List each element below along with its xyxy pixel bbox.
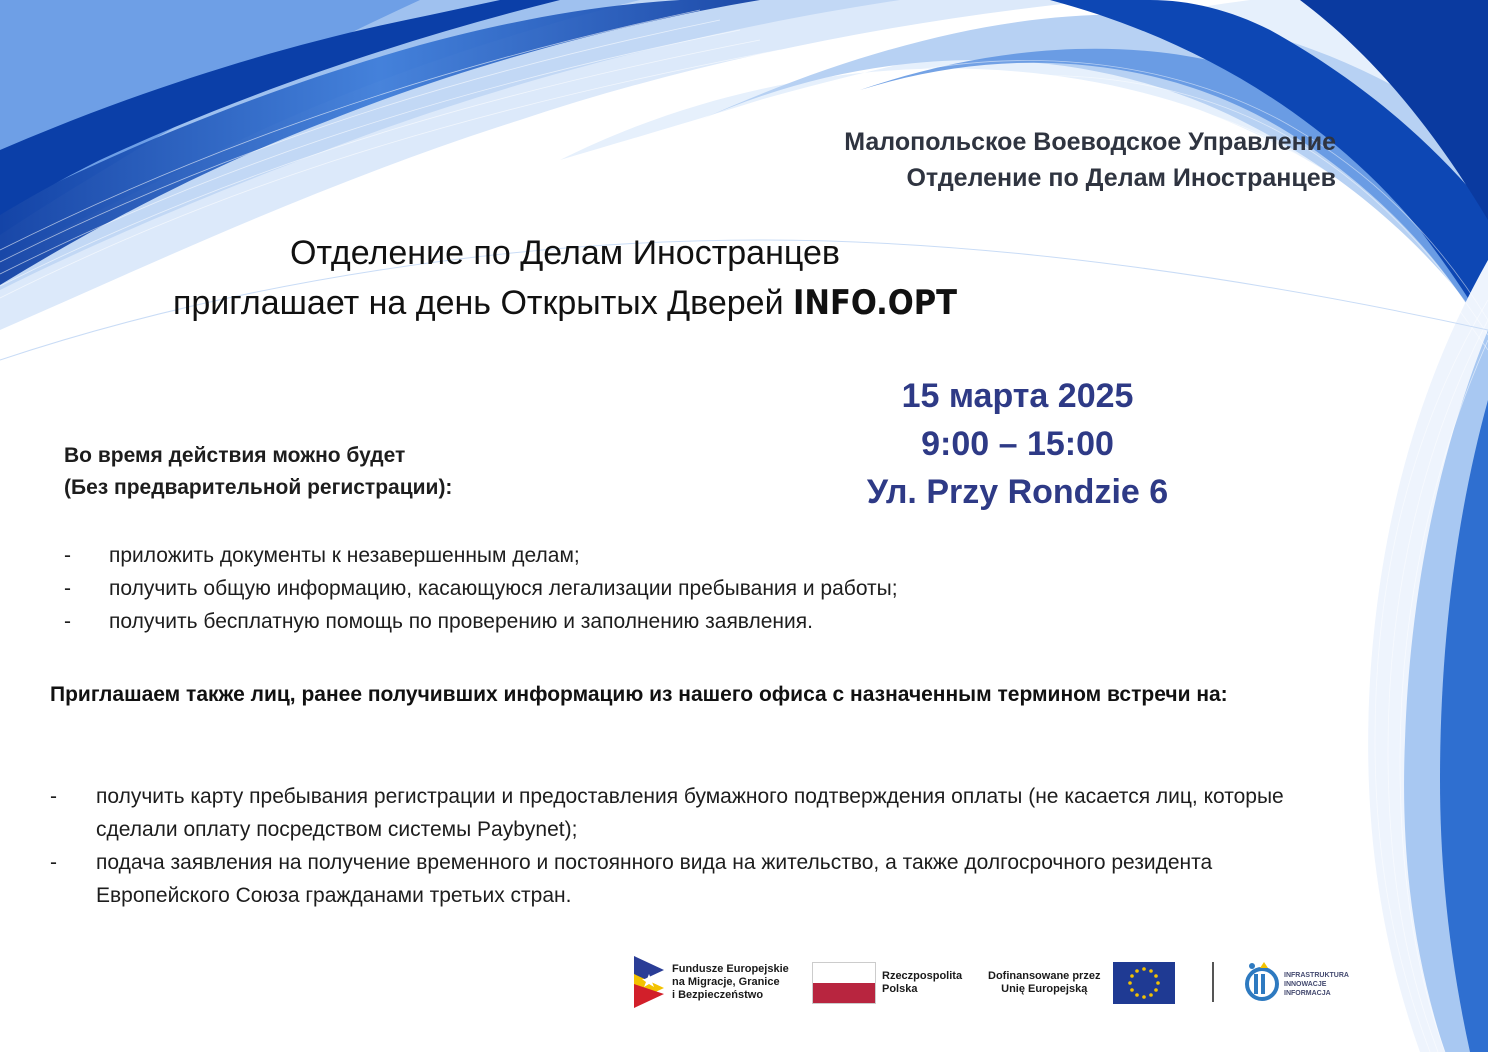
event-details xyxy=(840,372,1195,516)
eu-logo-line-2: Unię Europejską xyxy=(1001,983,1088,995)
funding-logos xyxy=(614,944,1364,1028)
poland-logo xyxy=(812,944,972,1028)
appointments-list xyxy=(50,780,1350,912)
funds-flag-icon xyxy=(634,956,664,1008)
funds-logo xyxy=(634,944,794,1028)
funds-logo-line-3: i Bezpieczeństwo xyxy=(672,989,764,1001)
services-list xyxy=(64,539,1164,638)
iii-logo xyxy=(1244,944,1354,1028)
list-item: - получить карту пребывания регистрации и предоставления бумажного подтверждения оплаты (не касается лиц, которые сделали оплату посредством системы Paybynet); xyxy=(50,785,1284,841)
iii-logo-line-3: INFORMACJA xyxy=(1284,990,1331,997)
iii-emblem-icon xyxy=(1244,960,1280,1004)
list-item: - приложить документы к незавершенным делам; xyxy=(64,544,580,567)
eu-flag-icon xyxy=(1113,962,1175,1004)
headline-brand: INFO.OPT xyxy=(793,283,958,323)
intro-line-2: (Без предварительной регистрации): xyxy=(64,476,453,499)
poland-logo-line-1: Rzeczpospolita xyxy=(882,970,963,982)
iii-logo-line-1: INFRASTRUKTURA xyxy=(1284,972,1349,979)
poland-logo-line-2: Polska xyxy=(882,983,918,995)
headline-line-2-text: приглашает на день Открытых Дверей xyxy=(172,284,784,322)
event-date: 15 марта 2025 xyxy=(901,377,1134,415)
invite-text: Приглашаем также лиц, ранее получивших информацию из нашего офиса с назначенным термином встречи на: xyxy=(50,683,1228,706)
headline-line-1: Отделение по Делам Иностранцев xyxy=(290,234,840,272)
headline xyxy=(100,228,1030,328)
eu-logo xyxy=(988,944,1198,1028)
funds-logo-line-2: na Migracje, Granice xyxy=(672,976,780,988)
funds-logo-line-1: Fundusze Europejskie xyxy=(672,963,789,975)
headline-line-2 xyxy=(100,278,1030,328)
iii-logo-line-2: INNOWACJE xyxy=(1284,981,1327,988)
list-item: - получить бесплатную помощь по проверению и заполнению заявления. xyxy=(64,610,813,633)
list-item: - подача заявления на получение временного и постоянного вида на жительство, а также долгосрочного резидента Европейского Союза гражданами третьих стран. xyxy=(50,851,1213,907)
intro-line-1: Во время действия можно будет xyxy=(64,444,406,467)
intro xyxy=(64,440,452,504)
event-time: 9:00 – 15:00 xyxy=(921,425,1114,463)
poland-flag-icon xyxy=(812,962,876,1004)
office-line-1: Малопольское Воеводское Управление xyxy=(844,128,1336,156)
list-item: - получить общую информацию, касающуюся легализации пребывания и работы; xyxy=(64,577,898,600)
office-line-2: Отделение по Делам Иностранцев xyxy=(906,164,1336,192)
event-address: Ул. Przy Rondzie 6 xyxy=(866,473,1169,511)
logo-divider xyxy=(1212,962,1214,1002)
eu-logo-line-1: Dofinansowane przez xyxy=(988,970,1101,982)
office-header xyxy=(844,124,1336,196)
